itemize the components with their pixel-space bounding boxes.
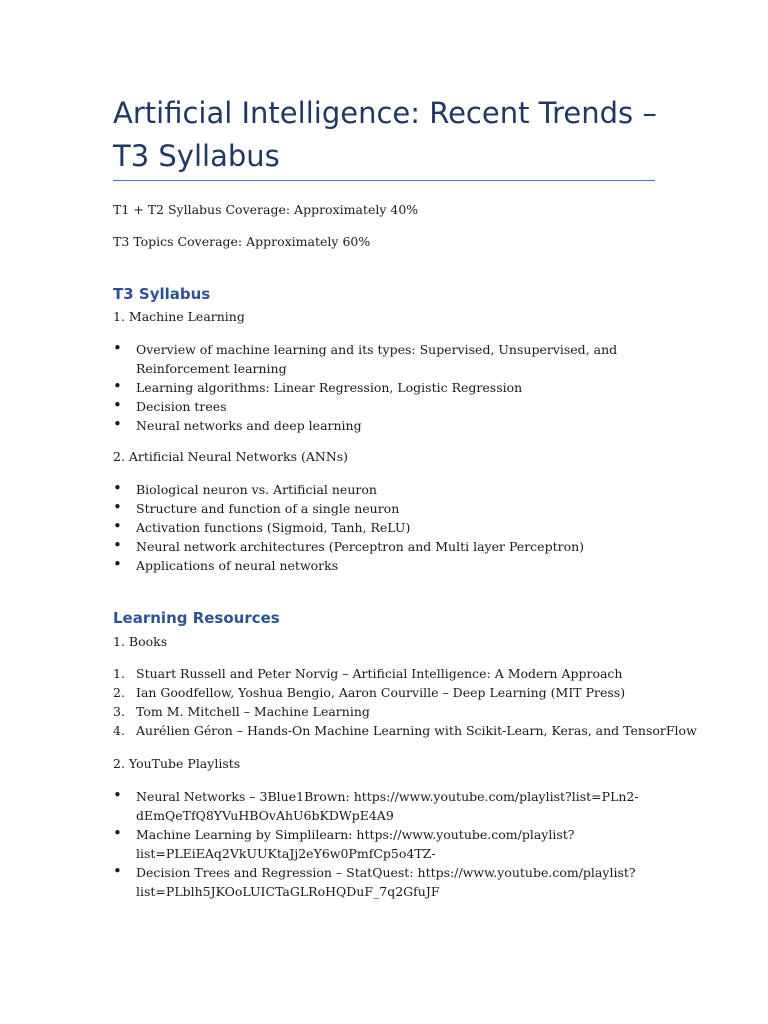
bullet-marker: • [113, 824, 122, 842]
list-number: 1. [113, 666, 125, 681]
playlist-text-line-1: Neural Networks – 3Blue1Brown: https://www.youtube.com/playlist?list=PLn2- [136, 789, 639, 804]
list-item-text: Biological neuron vs. Artificial neuron [136, 482, 377, 497]
list-item-text: Tom M. Mitchell – Machine Learning [136, 704, 370, 719]
bullet-marker: • [113, 415, 122, 433]
list-item-text: Applications of neural networks [136, 558, 339, 573]
title-line-1: Artificial Intelligence: Recent Trends – [113, 96, 657, 130]
document-title [113, 92, 673, 178]
list-item-text: Neural networks and deep learning [136, 418, 362, 433]
playlists-title: 2. YouTube Playlists [113, 756, 241, 771]
list-item [113, 556, 584, 575]
list-item [113, 397, 633, 416]
title-underline [113, 180, 655, 181]
list-item-text: Ian Goodfellow, Yoshua Bengio, Aaron Courville – Deep Learning (MIT Press) [136, 685, 626, 700]
list-item [113, 416, 633, 435]
list-item-text: Neural network architectures (Perceptron and Multi layer Perceptron) [136, 539, 585, 554]
section-ann-title: 2. Artificial Neural Networks (ANNs) [113, 449, 349, 464]
bullet-marker: • [113, 396, 122, 414]
ann-list [113, 480, 584, 575]
section-machine-learning-title: 1. Machine Learning [113, 309, 245, 324]
list-item [113, 537, 584, 556]
playlist-text-line-1: Decision Trees and Regression – StatQuest: https://www.youtube.com/playlist? [136, 865, 636, 880]
list-item [113, 683, 697, 702]
list-item [113, 863, 639, 901]
bullet-marker: • [113, 555, 122, 573]
list-item [113, 702, 697, 721]
list-item-text: Learning algorithms: Linear Regression, Logistic Regression [136, 380, 523, 395]
bullet-marker: • [113, 786, 122, 804]
list-item [113, 664, 697, 683]
list-item [113, 518, 584, 537]
bullet-marker: • [113, 517, 122, 535]
bullet-marker: • [113, 479, 122, 497]
bullet-marker: • [113, 377, 122, 395]
list-item-text: Activation functions (Sigmoid, Tanh, ReLU) [136, 520, 411, 535]
playlist-text-line-1: Machine Learning by Simplilearn: https://www.youtube.com/playlist? [136, 827, 575, 842]
list-item [113, 340, 633, 378]
list-item [113, 721, 697, 740]
bullet-marker: • [113, 862, 122, 880]
books-title: 1. Books [113, 634, 168, 649]
playlist-text-line-2: list=PLblh5JKOoLUICTaGLRoHQDuF_7q2GfuJF [136, 884, 440, 899]
bullet-marker: • [113, 339, 122, 357]
list-item-text: Overview of machine learning and its types: Supervised, Unsupervised, and Reinforcement learning [136, 342, 618, 376]
list-item [113, 480, 584, 499]
machine-learning-list [113, 340, 633, 435]
list-item [113, 378, 633, 397]
playlist-text-line-2: list=PLEiEAq2VkUUKtaJj2eY6w0PmfCp5o4TZ- [136, 846, 436, 861]
list-item [113, 499, 584, 518]
list-number: 2. [113, 685, 125, 700]
list-item [113, 825, 639, 863]
bullet-marker: • [113, 536, 122, 554]
bullet-marker: • [113, 498, 122, 516]
list-number: 3. [113, 704, 125, 719]
list-number: 4. [113, 723, 125, 738]
books-list [113, 664, 697, 740]
title-line-2: T3 Syllabus [113, 139, 280, 173]
playlist-text-line-2: dEmQeTfQ8YVuHBOvAhU6bKDWpE4A9 [136, 808, 394, 823]
list-item [113, 787, 639, 825]
list-item-text: Stuart Russell and Peter Norvig – Artificial Intelligence: A Modern Approach [136, 666, 623, 681]
syllabus-heading: T3 Syllabus [113, 285, 211, 303]
list-item-text: Structure and function of a single neuron [136, 501, 400, 516]
coverage-t3: T3 Topics Coverage: Approximately 60% [113, 234, 371, 249]
resources-heading: Learning Resources [113, 609, 280, 627]
coverage-t1-t2: T1 + T2 Syllabus Coverage: Approximately 40% [113, 202, 419, 217]
list-item-text: Aurélien Géron – Hands-On Machine Learning with Scikit-Learn, Keras, and TensorFlow [136, 723, 697, 738]
list-item-text: Decision trees [136, 399, 227, 414]
playlists-list [113, 787, 639, 901]
